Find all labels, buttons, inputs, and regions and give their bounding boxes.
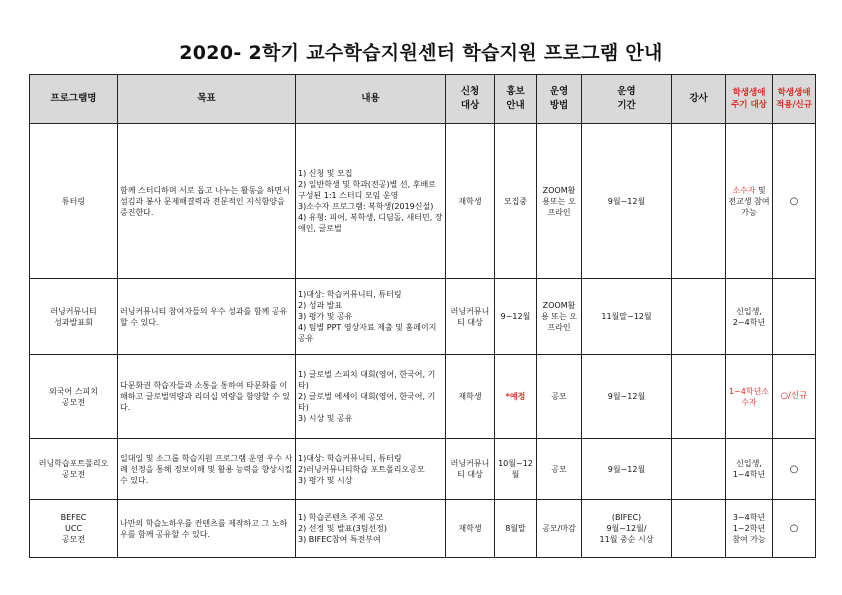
table-row: [30, 500, 816, 558]
lifecycle-target-text: 신입생, 1~4학년: [732, 459, 766, 479]
table-row: [30, 439, 816, 500]
program-goal: 러닝커뮤니티 참여자들의 우수 성과를 함께 공유할 수 있다.: [118, 279, 296, 355]
program-lifecycle-target: [726, 124, 773, 279]
program-promo: 모집중: [495, 124, 537, 279]
program-promo: 9~12월: [495, 279, 537, 355]
program-instructor: [672, 500, 726, 558]
header-promo: 홍보 안내: [495, 75, 537, 124]
lifecycle-target-text: 신입생, 2~4학년: [732, 306, 766, 327]
program-content: 1) 신청 및 모집 2) 일반학생 및 학과(전공)별 선, 후배로 구성된 1:1 스터디 모임 운영 3)소수자 프로그램: 복학생(2019신설) 4) 유형: 피어, 복학생, 디딤돌, 새터민, 장애인, 글로벌: [296, 124, 446, 279]
header-lifecycle-target: 학생생애 주기 대상: [726, 75, 773, 124]
header-lifecycle-apply: 학생생애 적용/신규: [773, 75, 816, 124]
program-period: 9월~12월: [582, 355, 672, 439]
program-lifecycle-apply: [773, 279, 816, 355]
program-lifecycle-apply: ○: [773, 124, 816, 279]
program-period: 9월~12월: [582, 439, 672, 500]
program-lifecycle-apply: ○: [773, 500, 816, 558]
program-name: BEFEC UCC 공모전: [30, 500, 118, 558]
program-promo: 10월~12월: [495, 439, 537, 500]
header-content: 내용: [296, 75, 446, 124]
program-method: 공모/마감: [537, 500, 582, 558]
program-goal: 나만의 학습노하우를 컨텐츠를 제작하고 그 노하우를 함께 공유할 수 있다.: [118, 500, 296, 558]
program-content: 1) 글로벌 스피치 대회(영어, 한국어, 기타) 2) 글로벌 에세이 대회(영어, 한국어, 기타) 3) 시상 및 공유: [296, 355, 446, 439]
program-period: (BIFEC) 9월~12월/ 11월 중순 시상: [582, 500, 672, 558]
program-lifecycle-target: [726, 355, 773, 439]
program-content: 1) 학습콘텐츠 주제 공모 2) 선정 및 발표(3팀선정) 3) BIFEC참여 특전부여: [296, 500, 446, 558]
program-table: [29, 74, 816, 558]
program-name: 러닝커뮤니티 성과발표회: [30, 279, 118, 355]
table-row: [30, 355, 816, 439]
program-instructor: [672, 279, 726, 355]
lifecycle-target-text: 및 전교생 참여 가능: [728, 185, 770, 217]
program-period: 9월~12월: [582, 124, 672, 279]
program-goal: 다문화권 학습자들과 소통을 통하여 타문화를 이해하고 글로벌역량과 리더십 역량을 함양할 수 있다.: [118, 355, 296, 439]
table-row: [30, 124, 816, 279]
program-instructor: [672, 355, 726, 439]
program-target: 재학생: [446, 500, 495, 558]
program-lifecycle-apply: ○/신규: [773, 355, 816, 439]
program-method: 공모: [537, 439, 582, 500]
table-row: [30, 279, 816, 355]
program-goal: 함께 스터디하며 서로 돕고 나누는 활동을 하면서 섬김과 봉사 문제해결력과 전문적인 지식함양을 증진한다.: [118, 124, 296, 279]
program-instructor: [672, 124, 726, 279]
program-target: 재학생: [446, 355, 495, 439]
program-lifecycle-apply: ○: [773, 439, 816, 500]
program-promo: *예정: [495, 355, 537, 439]
header-name: 프로그램명: [30, 75, 118, 124]
lifecycle-target-highlight: 1~4학년소수자: [728, 386, 770, 407]
lifecycle-target-text: 3~4학년1~2학년 참여 가능: [732, 513, 766, 544]
header-row: [30, 75, 816, 124]
program-lifecycle-target: [726, 279, 773, 355]
header-method: 운영 방법: [537, 75, 582, 124]
header-period: 운영 기간: [582, 75, 672, 124]
program-goal: 일대일 및 소그룹 학습지원 프로그램 운영 우수 사례 선정을 통해 정보이해 및 활용 능력을 향상시킬 수 있다.: [118, 439, 296, 500]
page-title: 2020- 2학기 교수학습지원센터 학습지원 프로그램 안내: [179, 42, 663, 64]
program-content: 1)대상: 학습커뮤니티, 튜터링 2)러닝커뮤니티학습 포트폴리오공모 3) 평가 및 시상: [296, 439, 446, 500]
program-lifecycle-target: [726, 439, 773, 500]
program-name: 외국어 스피치 공모전: [30, 355, 118, 439]
program-name: 러닝학습포트폴리오 공모전: [30, 439, 118, 500]
program-lifecycle-target: [726, 500, 773, 558]
program-target: 러닝커뮤니티 대상: [446, 439, 495, 500]
program-method: ZOOM활용또는 오프라인: [537, 124, 582, 279]
program-instructor: [672, 439, 726, 500]
program-method: 공모: [537, 355, 582, 439]
program-method: ZOOM활용 또는 오프라인: [537, 279, 582, 355]
program-name: 튜터링: [30, 124, 118, 279]
program-target: 러닝커뮤니티 대상: [446, 279, 495, 355]
header-instructor: 강사: [672, 75, 726, 124]
header-goal: 목표: [118, 75, 296, 124]
header-target: 신청 대상: [446, 75, 495, 124]
program-content: 1)대상: 학습커뮤니티, 튜터링 2) 성과 발표 3) 평가 및 공유 4) 팀별 PPT 영상자료 제출 및 홈페이지 공유: [296, 279, 446, 355]
lifecycle-target-highlight: 소수자: [732, 185, 756, 195]
program-promo: 8월말: [495, 500, 537, 558]
program-period: 11월말~12월: [582, 279, 672, 355]
program-target: 재학생: [446, 124, 495, 279]
